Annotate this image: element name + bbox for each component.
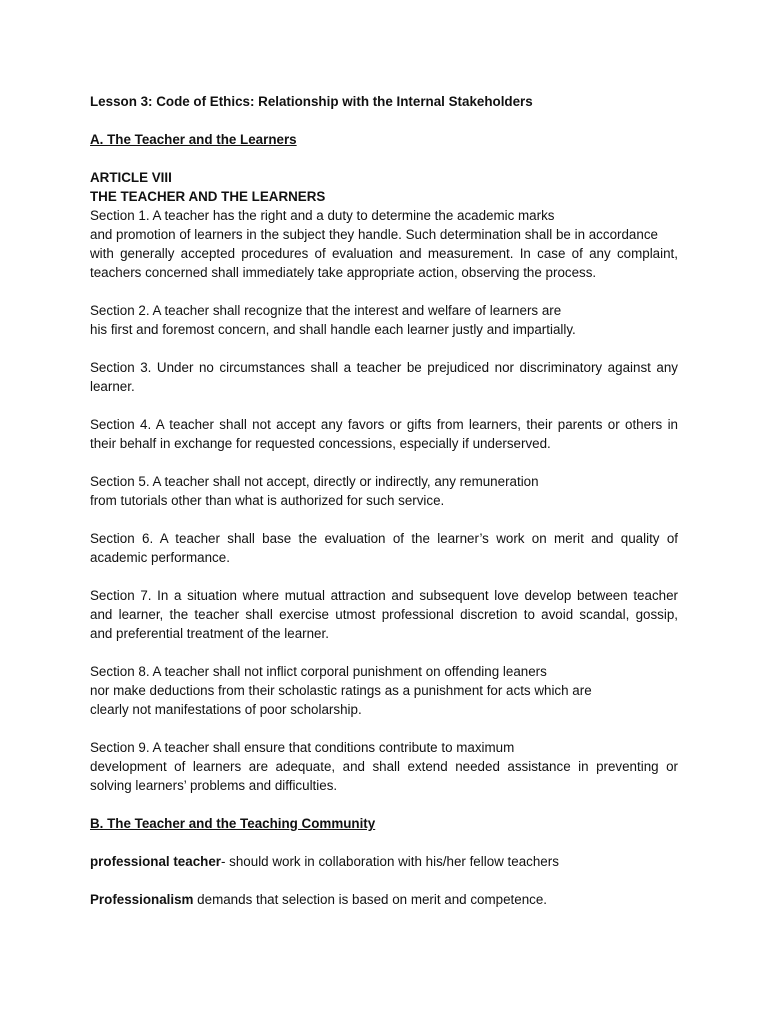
- spacer: [90, 795, 678, 814]
- section-3-line-2: learner.: [90, 379, 135, 394]
- section-3-line-1: Section 3. Under no circumstances shall a teacher be prejudiced nor discriminatory against any: [90, 360, 678, 375]
- section-7-line-2: and learner, the teacher shall exercise utmost professional discretion to avoid scandal, gossip,: [90, 607, 678, 622]
- section-5-line-1: Section 5. A teacher shall not accept, directly or indirectly, any remuneration: [90, 474, 539, 489]
- lesson-title: Lesson 3: Code of Ethics: Relationship with the Internal Stakeholders: [90, 94, 533, 109]
- spacer: [90, 719, 678, 738]
- spacer: [90, 453, 678, 472]
- professionalism-term: Professionalism: [90, 892, 194, 907]
- section-7-line-1: Section 7. In a situation where mutual attraction and subsequent love develop between teacher: [90, 588, 678, 603]
- section-1-paragraph: [90, 206, 678, 282]
- spacer: [90, 149, 678, 168]
- section-2-paragraph: [90, 301, 678, 339]
- section-4-line-2: their behalf in exchange for requested concessions, especially if underserved.: [90, 436, 551, 451]
- section-6-paragraph: [90, 529, 678, 567]
- document-page: [90, 92, 678, 909]
- section-8-line-2: nor make deductions from their scholastic ratings as a punishment for acts which are: [90, 683, 592, 698]
- section-4-paragraph: [90, 415, 678, 453]
- section-9-line-2: development of learners are adequate, and shall extend needed assistance in preventing or: [90, 759, 678, 774]
- section-3-paragraph: [90, 358, 678, 396]
- section-2-line-1: Section 2. A teacher shall recognize that the interest and welfare of learners are: [90, 303, 562, 318]
- section-b-heading: B. The Teacher and the Teaching Community: [90, 816, 376, 831]
- section-9-line-1: Section 9. A teacher shall ensure that conditions contribute to maximum: [90, 740, 515, 755]
- professionalism-paragraph: [90, 890, 678, 909]
- professional-teacher-paragraph: [90, 852, 678, 871]
- section-4-line-1: Section 4. A teacher shall not accept any favors or gifts from learners, their parents or others in: [90, 417, 678, 432]
- section-a-heading: A. The Teacher and the Learners: [90, 132, 297, 147]
- section-8-line-1: Section 8. A teacher shall not inflict corporal punishment on offending leaners: [90, 664, 547, 679]
- section-1-line-3: with generally accepted procedures of evaluation and measurement. In case of any complaint,: [90, 246, 678, 261]
- section-2-line-2: his first and foremost concern, and shall handle each learner justly and impartially.: [90, 322, 576, 337]
- section-6-line-2: academic performance.: [90, 550, 230, 565]
- spacer: [90, 111, 678, 130]
- spacer: [90, 833, 678, 852]
- spacer: [90, 567, 678, 586]
- professionalism-text: demands that selection is based on merit and competence.: [193, 892, 548, 907]
- section-8-paragraph: [90, 662, 678, 719]
- section-6-line-1: Section 6. A teacher shall base the evaluation of the learner’s work on merit and quality of: [90, 531, 678, 546]
- spacer: [90, 643, 678, 662]
- section-7-paragraph: [90, 586, 678, 643]
- section-5-paragraph: [90, 472, 678, 510]
- article-title: THE TEACHER AND THE LEARNERS: [90, 189, 326, 204]
- section-1-line-1: Section 1. A teacher has the right and a duty to determine the academic marks: [90, 208, 555, 223]
- professional-teacher-term: professional teacher: [90, 854, 221, 869]
- spacer: [90, 282, 678, 301]
- section-1-line-2: and promotion of learners in the subject they handle. Such determination shall be in accordance: [90, 227, 658, 242]
- spacer: [90, 339, 678, 358]
- section-8-line-3: clearly not manifestations of poor scholarship.: [90, 702, 362, 717]
- section-7-line-3: and preferential treatment of the learner.: [90, 626, 329, 641]
- spacer: [90, 871, 678, 890]
- section-1-line-4: teachers concerned shall immediately take appropriate action, observing the process.: [90, 265, 597, 280]
- professional-teacher-text: - should work in collaboration with his/her fellow teachers: [220, 854, 559, 869]
- article-number: ARTICLE VIII: [90, 170, 172, 185]
- section-9-paragraph: [90, 738, 678, 795]
- section-5-line-2: from tutorials other than what is authorized for such service.: [90, 493, 445, 508]
- section-9-line-3: solving learners’ problems and difficulties.: [90, 778, 338, 793]
- spacer: [90, 510, 678, 529]
- spacer: [90, 396, 678, 415]
